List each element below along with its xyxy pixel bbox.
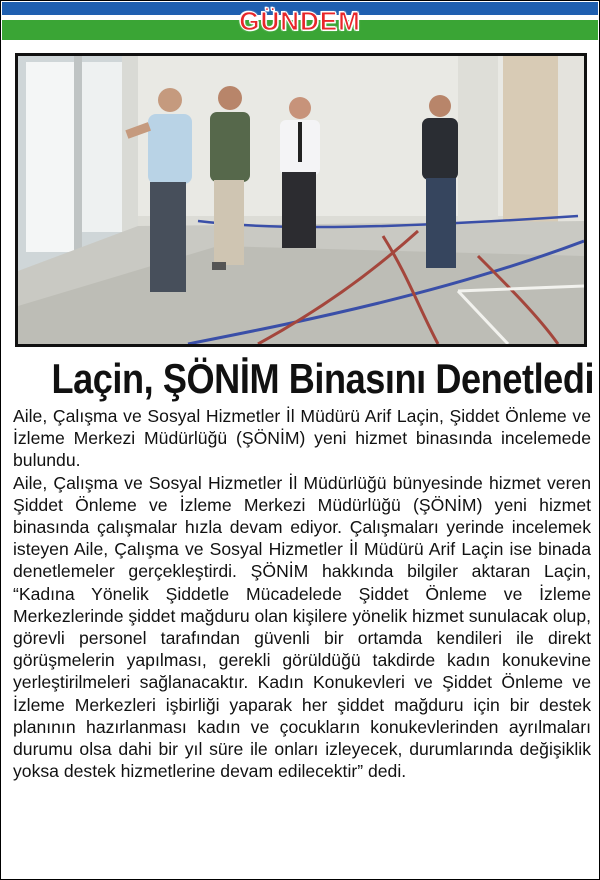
section-header-band bbox=[2, 2, 598, 42]
article-paragraph: Aile, Çalışma ve Sosyal Hizmetler İl Müdürlüğü bünyesinde hizmet veren Şiddet Önleme ve İzleme Merkezi Müdürlüğü (ŞÖNİM) yeni hizmet binasında çalışmalar hızla devam ediyor. Çalışmaları yerinde incelemek isteyen Aile, Çalışma ve Sosyal Hizmetler İl Müdürü Arif Laçin ise binada denetlemeler gerçekleştirdi. ŞÖNİM hakkında bilgiler aktaran Laçin, “Kadına Yönelik Şiddetle Mücadelede Şiddet Önleme ve İzleme Merkezlerinde şiddet mağduru olan kişilere yönelik hizmet sunulacak olup, görevli personel tarafından güvenli bir ortamda kendileri ile direkt görüşmelerin yapılması, gerekli görüldüğü takdirde kadın konukevine yerleştirilmeleri sağlanacaktır. Kadın Konukevleri ve Şiddet Önleme ve İzleme Merkezleri işbirliği yaparak her şiddet mağduru için bir destek planının hazırlanması kadın ve çocukların konukevlerinden ayrılmaları durumu olsa dahi bir yıl süre ile onları izleyecek, durumlarında değişiklik yoksa destek hizmetlerine devam edilecektir” dedi. bbox=[13, 472, 591, 782]
person-2 bbox=[210, 86, 250, 270]
news-photo bbox=[15, 53, 587, 347]
construction-site-photo bbox=[18, 56, 584, 344]
section-label: GÜNDEM bbox=[239, 6, 361, 36]
article-paragraph: Aile, Çalışma ve Sosyal Hizmetler İl Müdürü Arif Laçin, Şiddet Önleme ve İzleme Merkezi Müdürlüğü (ŞÖNİM) yeni hizmet binasında incelemede bulundu. bbox=[13, 406, 591, 471]
article-body bbox=[13, 405, 591, 782]
headline: Laçin, ŞÖNİM Binasını Denetledi bbox=[51, 355, 595, 402]
person-4 bbox=[422, 95, 458, 268]
